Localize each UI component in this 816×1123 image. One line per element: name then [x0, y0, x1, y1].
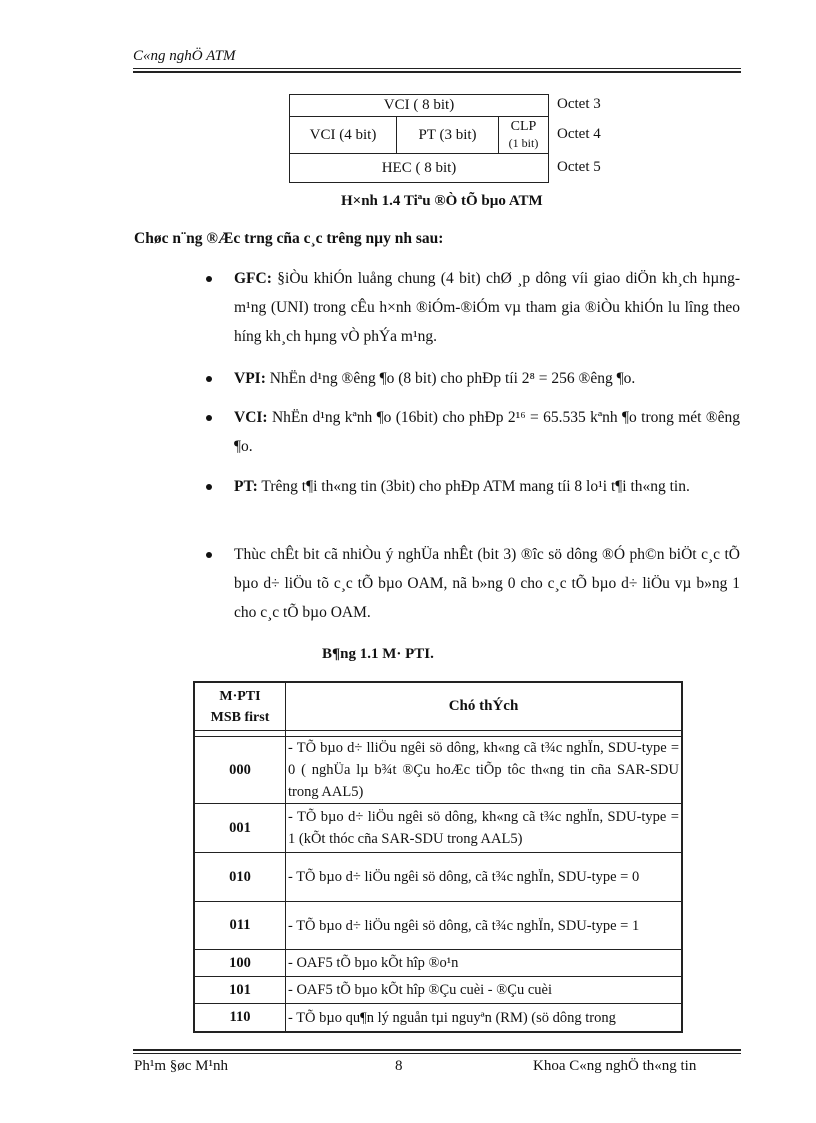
footer-author: Ph¹m §øc M¹nh — [134, 1058, 228, 1074]
vci-8bit-cell: VCI ( 8 bit) — [290, 95, 548, 117]
table-header-row — [195, 683, 682, 731]
desc-header: Chó thÝch — [286, 683, 682, 731]
pti-desc: - TÕ bµo d÷ liÖu ngêi sö dông, cã t¾c nghÏn, SDU-type = 1 — [286, 902, 682, 950]
table-row — [195, 977, 682, 1004]
bullet-gfc — [210, 264, 740, 351]
bullet-label: VCI: — [234, 409, 268, 426]
pti-code: 110 — [195, 1004, 286, 1032]
bullet-vpi — [210, 364, 740, 393]
code-header — [195, 683, 286, 731]
table-caption: B¶ng 1.1 M· PTI. — [322, 646, 434, 662]
bullet-text: §iÒu khiÓn luång chung (4 bit) chØ ¸p dông víi giao diÖn kh¸ch hµng-m¹ng (UNI) trong cÊu h×nh ®iÓm-®iÓm vµ tham gia ®iÒu khiÓn lu lîng theo híng kh¸ch hµng vÒ phÝa m¹ng. — [234, 270, 740, 345]
bullet-dot-icon — [206, 415, 212, 421]
octet-5-label: Octet 5 — [557, 159, 601, 175]
running-header: C«ng nghÖ ATM — [133, 48, 236, 64]
bullet-dot-icon — [206, 484, 212, 490]
pti-desc: - TÕ bµo d÷ liÖu ngêi sö dông, cã t¾c nghÏn, SDU-type = 0 — [286, 853, 682, 902]
header-rule-thick — [133, 71, 741, 73]
pti-code: 101 — [195, 977, 286, 1004]
pti-desc: - TÕ bµo d÷ liÖu ngêi sö dông, kh«ng cã t¾c nghÏn, SDU-type = 1 (kÕt thóc cña SAR-SDU trong AAL5) — [286, 804, 682, 853]
hec-cell: HEC ( 8 bit) — [381, 159, 457, 176]
bullet-label: PT: — [234, 478, 258, 495]
table-row — [195, 737, 682, 804]
bullet-vci — [210, 403, 740, 461]
octet-4-label: Octet 4 — [557, 126, 601, 142]
vci-4bit-cell: VCI (4 bit) — [290, 117, 397, 154]
table-row — [195, 804, 682, 853]
pti-table — [193, 681, 683, 1033]
bullet-text: NhËn d¹ng ®êng ¶o (8 bit) cho phÐp tíi 2⁸ = 256 ®êng ¶o. — [265, 370, 636, 387]
bullet-label: VPI: — [234, 370, 266, 387]
bullet-label: GFC: — [234, 270, 272, 287]
code-header-line1: M·PTI — [219, 688, 261, 704]
bullet-text: NhËn d¹ng kªnh ¶o (16bit) cho phÐp 2¹⁶ = 65.535 kªnh ¶o trong mét ®êng ¶o. — [234, 409, 740, 455]
table-row — [195, 902, 682, 950]
footer-rule-thin — [133, 1053, 741, 1054]
clp-bits: (1 bit) — [508, 136, 539, 150]
intro-paragraph: Chøc n¨ng ®Æc trng cña c¸c trêng nµy nh sau: — [134, 230, 444, 247]
footer-page-number: 8 — [395, 1058, 403, 1074]
bullet-bit3 — [210, 540, 740, 627]
bullet-text: Trêng t¶i th«ng tin (3bit) cho phÐp ATM mang tíi 8 lo¹i t¶i th«ng tin. — [257, 478, 690, 495]
atm-header-diagram — [289, 94, 549, 183]
footer-rule-thick — [133, 1049, 741, 1051]
pti-desc: - OAF5 tÕ bµo kÕt hîp ®o¹n — [286, 950, 682, 977]
figure-caption: H×nh 1.4 Tiªu ®Ò tÕ bµo ATM — [341, 193, 543, 209]
table-row — [195, 853, 682, 902]
header-rule-thin — [133, 68, 741, 69]
pti-code: 100 — [195, 950, 286, 977]
footer-department: Khoa C«ng nghÖ th«ng tin — [533, 1058, 697, 1074]
clp-cell — [499, 117, 548, 154]
bullet-pt — [210, 472, 740, 501]
pti-desc: - TÕ bµo qu¶n lý nguån tµi nguyªn (RM) (sö dông trong — [286, 1004, 682, 1032]
pti-desc: - TÕ bµo d÷ lliÖu ngêi sö dông, kh«ng cã t¾c nghÏn, SDU-type = 0 ( nghÜa lµ b¾t ®Çu hoÆc tiÕp tôc th«ng tin cña SAR-SDU trong AAL5) — [286, 737, 682, 804]
bullet-dot-icon — [206, 552, 212, 558]
pti-code: 011 — [195, 902, 286, 950]
bullet-dot-icon — [206, 276, 212, 282]
pti-code: 000 — [195, 737, 286, 804]
table-row — [195, 950, 682, 977]
bullet-dot-icon — [206, 376, 212, 382]
pti-code: 001 — [195, 804, 286, 853]
pti-code: 010 — [195, 853, 286, 902]
pt-3bit-cell: PT (3 bit) — [397, 117, 499, 154]
octet-3-label: Octet 3 — [557, 96, 601, 112]
bullet-text: Thùc chÊt bit cã nhiÒu ý nghÜa nhÊt (bit 3) ®îc sö dông ®Ó ph©n biÖt c¸c tÕ bµo d÷ liÖu tõ c¸c tÕ bµo OAM, nã b»ng 0 cho c¸c tÕ bµo d÷ liÖu vµ b»ng 1 cho c¸c tÕ bµo OAM. — [234, 546, 740, 621]
table-row — [195, 1004, 682, 1032]
code-header-line2: MSB first — [210, 709, 270, 725]
clp-label: CLP — [510, 119, 537, 134]
pti-desc: - OAF5 tÕ bµo kÕt hîp ®Çu cuèi - ®Çu cuèi — [286, 977, 682, 1004]
